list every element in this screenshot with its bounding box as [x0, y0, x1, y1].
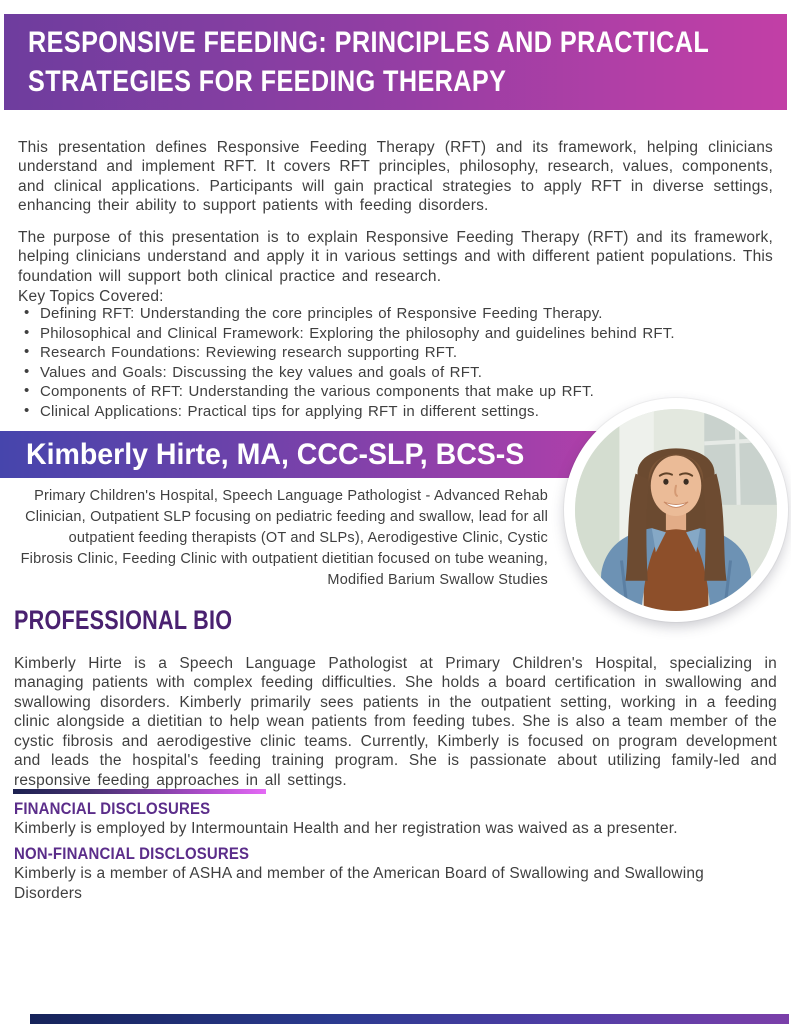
- abstract-paragraph-2: The purpose of this presentation is to explain Responsive Feeding Therapy (RFT) and its framework, helping clinicians understand and apply it in various settings and with different patient populations. This foundation will support both clinical practice and research.: [18, 228, 773, 285]
- key-topics-label: Key Topics Covered:: [18, 288, 164, 305]
- speaker-name-banner: [0, 431, 645, 478]
- professional-bio-heading: PROFESSIONAL BIO: [14, 605, 233, 635]
- topic-item: • Philosophical and Clinical Framework: Exploring the philosophy and guidelines behind RFT.: [22, 326, 761, 341]
- financial-disclosures-heading: FINANCIAL DISCLOSURES: [14, 799, 211, 818]
- non-financial-disclosures-text: Kimberly is a member of ASHA and member of the American Board of Swallowing and Swallowing Disorders: [14, 865, 704, 902]
- speaker-name: Kimberly Hirte, MA, CCC-SLP, BCS-S: [26, 438, 525, 471]
- page-title-text: RESPONSIVE FEEDING: PRINCIPLES AND PRACTICAL STRATEGIES FOR FEEDING THERAPY: [28, 26, 709, 98]
- topic-item: • Values and Goals: Discussing the key values and goals of RFT.: [22, 365, 761, 380]
- abstract-paragraph-1: This presentation defines Responsive Feeding Therapy (RFT) and its framework, helping clinicians understand and implement RFT. It covers RFT principles, philosophy, research, values, components, and clinical applications. Participants will gain practical strategies to apply RFT in diverse settings, enhancing their ability to support patients with feeding disorders.: [18, 138, 773, 214]
- financial-disclosures-text: Kimberly is employed by Intermountain Health and her registration was waived as a presenter.: [14, 820, 678, 837]
- page-title: [4, 14, 787, 101]
- speaker-photo-illustration: [575, 409, 777, 611]
- speaker-affiliation: Primary Children's Hospital, Speech Language Pathologist - Advanced Rehab Clinician, Outpatient SLP focusing on pediatric feeding and swallow, lead for all outpatient feeding therapists (OT and SLPs), Aerodigestive Clinic, Cystic Fibrosis Clinic, Feeding Clinic with outpatient dietitian focused on tube weaning, Modified Barium Swallow Studies: [20, 488, 548, 588]
- topic-item: • Clinical Applications: Practical tips for applying RFT in different settings.: [22, 404, 761, 419]
- professional-bio-text: Kimberly Hirte is a Speech Language Pathologist at Primary Children's Hospital, specializing in managing patients with complex feeding difficulties. She holds a board certification in swallowing and swallowing disorders. Kimberly primarily sees patients in the outpatient setting, working in a feeding clinic alongside a dietitian to help wean patients from feeding tubes. She is also a team member of the cystic fibrosis and aerodigestive clinic teams. Currently, Kimberly is focused on program development and leads the hospital's feeding training program. She is passionate about utilizing family-led and responsive feeding approaches in all settings.: [14, 654, 777, 789]
- non-financial-disclosures-heading: NON-FINANCIAL DISCLOSURES: [14, 844, 250, 863]
- title-banner: [4, 14, 787, 110]
- topic-item: • Defining RFT: Understanding the core principles of Responsive Feeding Therapy.: [22, 306, 761, 321]
- topic-item: • Research Foundations: Reviewing research supporting RFT.: [22, 345, 761, 360]
- disclosures-divider: [13, 789, 266, 794]
- topic-item: • Components of RFT: Understanding the various components that make up RFT.: [22, 384, 761, 399]
- bottom-accent-bar: [30, 1014, 789, 1024]
- speaker-photo: [564, 398, 788, 622]
